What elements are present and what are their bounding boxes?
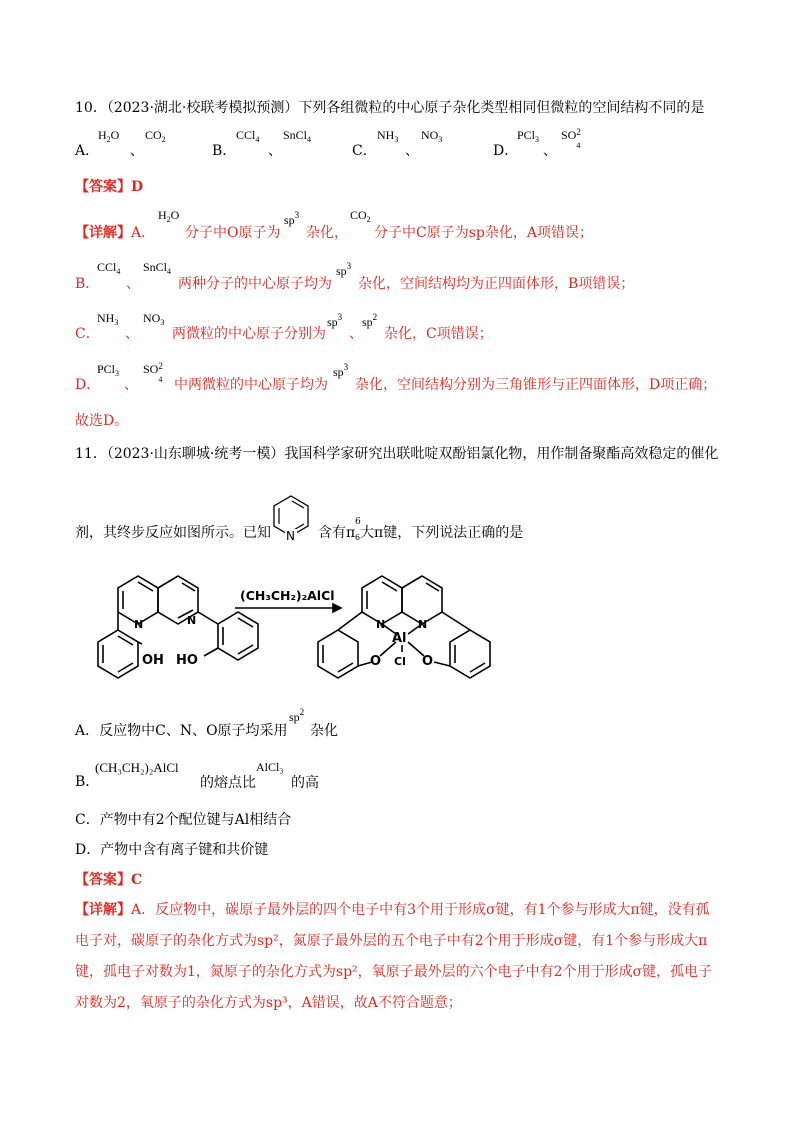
q10-detail-a-sp3: $sp^3$: [284, 210, 300, 227]
q11-option-b-text: 的熔点比: [200, 775, 256, 791]
q10-answer: [75, 177, 143, 197]
q10-detail-c-prefix: C．: [75, 326, 100, 342]
q10-detail-b-ccl4: CCl$_4$: [97, 260, 121, 276]
reactant-n1: N: [134, 618, 144, 631]
q10-detail-d-pcl3: PCl$_3$: [97, 362, 120, 378]
q10-detail-d-sep: 、: [124, 377, 138, 393]
q10-detail-c-nh3: $NH_3$: [97, 311, 119, 327]
q10-detail-a-co2: $CO_2$: [350, 208, 371, 224]
q10-option-c-f1: $NH_3$: [377, 128, 399, 144]
q11-option-b-letter: B．: [75, 774, 100, 790]
q11-option-b-tail: 的高: [291, 775, 319, 791]
answer-label: 【答案】: [75, 179, 131, 195]
q10-detail-c-t2: 杂化，C项错误；: [384, 326, 493, 342]
detail-label: 【详解】: [75, 225, 131, 241]
q10-option-d-letter: D．: [493, 143, 519, 159]
q11-option-a: A．反应物中C、N、O原子均采用: [75, 723, 288, 739]
q11-detail-line4: 对数为2，氧原子的杂化方式为sp³，A错误，故A不符合题意；: [75, 995, 462, 1011]
product-cl: Cl: [394, 655, 406, 668]
q11-option-b-formula: (CH₃CH₂)₂AlCl: [95, 760, 179, 775]
q11-stem-line2a: 剂，其终步反应如图所示。已知: [75, 525, 271, 541]
product-al: Al: [392, 631, 407, 646]
q10-option-d-sep: 、: [543, 143, 557, 159]
q11-option-c: C．产物中有2个配位键与Al相结合: [75, 812, 292, 828]
q10-detail-c-sp2: $sp^2$: [362, 312, 378, 329]
q10-stem-line: [75, 98, 704, 118]
q10-option-b-letter: B．: [212, 143, 237, 159]
q10-detail-b-sep: 、: [126, 276, 140, 292]
q10-option-b-f2: SnCl$_4$: [283, 128, 312, 144]
reactant-ho: HO: [176, 653, 198, 668]
product-o1: O: [370, 654, 382, 669]
q11-number: 11．: [75, 446, 107, 462]
q10-detail-d-t2: 杂化，空间结构分别为三角锥形与正四面体形，D项正确；: [355, 377, 717, 393]
q11-option-a2: 杂化: [310, 723, 338, 739]
q10-detail-b-t1: 两种分子的中心原子均为: [178, 276, 332, 292]
q11-option-a-sp2: $sp^2$: [289, 707, 305, 724]
answer-label: 【答案】: [75, 872, 131, 888]
q10-detail-c-no3: $NO_3$: [143, 311, 165, 327]
pyridine-n-label: N: [286, 529, 295, 543]
pyridine-structure: [268, 491, 314, 545]
q10-option-a-f2: $CO_2$: [145, 128, 166, 144]
q10-option-a-letter: A．: [75, 143, 100, 159]
reaction-scheme: [70, 568, 500, 688]
q10-option-c-letter: C．: [352, 143, 377, 159]
reagent-label: (CH₃CH₂)₂AlCl: [240, 588, 335, 603]
detail-label: 【详解】: [75, 902, 131, 918]
q10-conclusion: 故选D。: [75, 413, 129, 429]
q10-option-b-sep: 、: [268, 143, 282, 159]
q10-option-c-f2: $NO_3$: [421, 128, 443, 144]
q10-detail-c-t1: 两微粒的中心原子分别为: [172, 326, 326, 342]
q11-stem-line1: [75, 444, 718, 464]
q10-detail-a-h2o: $H_2O$: [158, 208, 180, 224]
q11-source: （2023·山东聊城·统考一模）: [106, 446, 285, 462]
product-n2: N: [418, 618, 428, 631]
q10-detail-c-sp3: $sp^3$: [327, 312, 343, 329]
q10-detail-b-t2: 杂化，空间结构均为正四面体形，B项错误；: [358, 276, 635, 292]
product-n1: N: [376, 618, 386, 631]
q10-detail-d-t1: 中两微粒的中心原子均为: [174, 377, 328, 393]
q10-detail-b-sp3: $sp^3$: [336, 261, 352, 278]
product-o2: O: [422, 654, 434, 669]
q10-detail-d-so4: SO 2 4: [143, 361, 163, 384]
q10-option-b-f1: CCl$_4$: [236, 128, 260, 144]
answer-value: C: [131, 872, 143, 888]
q10-option-a-sep: 、: [130, 143, 144, 159]
q11-detail-line3: 键，孤电子对数为1，氮原子的杂化方式为sp²，氧原子最外层的六个电子中有2个用于形成σ键，孤电子: [75, 964, 713, 980]
q10-option-c-sep: 、: [405, 143, 419, 159]
q11-detail-line2: 电子对，碳原子的杂化方式为sp²，氮原子最外层的五个电子中有2个用于形成σ键，有1个参与形成大π: [75, 933, 708, 949]
q10-detail-d-sp3: $sp^3$: [333, 362, 349, 379]
q11-detail-line1: 【详解】A．反应物中，碳原子最外层的四个电子中有3个用于形成σ键，有1个参与形成大π键，没有孤: [75, 902, 710, 918]
q11-stem1: 我国科学家研究出联吡啶双酚铝氯化物，用作制备聚酯高效稳定的催化: [284, 446, 719, 462]
q10-detail-c-sep: 、: [125, 326, 139, 342]
q10-detail-a: 【详解】A．: [75, 225, 156, 241]
q10-detail-c-sep2: 、: [349, 326, 363, 342]
q11-answer: [75, 870, 142, 890]
q11-option-d: D．产物中含有离子键和共价键: [75, 842, 269, 858]
q11-option-b-formula2: AlCl₃: [256, 760, 284, 774]
q10-detail-a-t1: 分子中O原子为: [185, 225, 281, 241]
q10-detail-d-prefix: D．: [75, 377, 101, 393]
reactant-n2: N: [187, 614, 197, 627]
q10-option-d-f2: SO 2 4: [561, 127, 581, 150]
reactant-oh: OH: [142, 653, 164, 668]
q10-source: （2023·湖北·校联考模拟预测）: [106, 100, 299, 116]
q10-detail-a-t3: 分子中C原子为sp杂化，A项错误；: [374, 225, 593, 241]
q10-stem: 下列各组微粒的中心原子杂化类型相同但微粒的空间结构不同的是: [298, 100, 705, 116]
q10-detail-b-sncl4: SnCl$_4$: [143, 260, 172, 276]
q10-detail-b-prefix: B．: [75, 276, 100, 292]
q10-detail-a-t2: 杂化，: [306, 225, 348, 241]
q10-option-d-f1: PCl$_3$: [517, 128, 540, 144]
pi-symbol: π 6 6: [346, 517, 361, 542]
q10-number: 10．: [75, 100, 107, 116]
q10-option-a-f1: $H_2O$: [98, 128, 120, 144]
answer-value: D: [131, 179, 144, 195]
q11-stem-line2b: 含有π 6 6 大π键，下列说法正确的是: [318, 517, 524, 542]
